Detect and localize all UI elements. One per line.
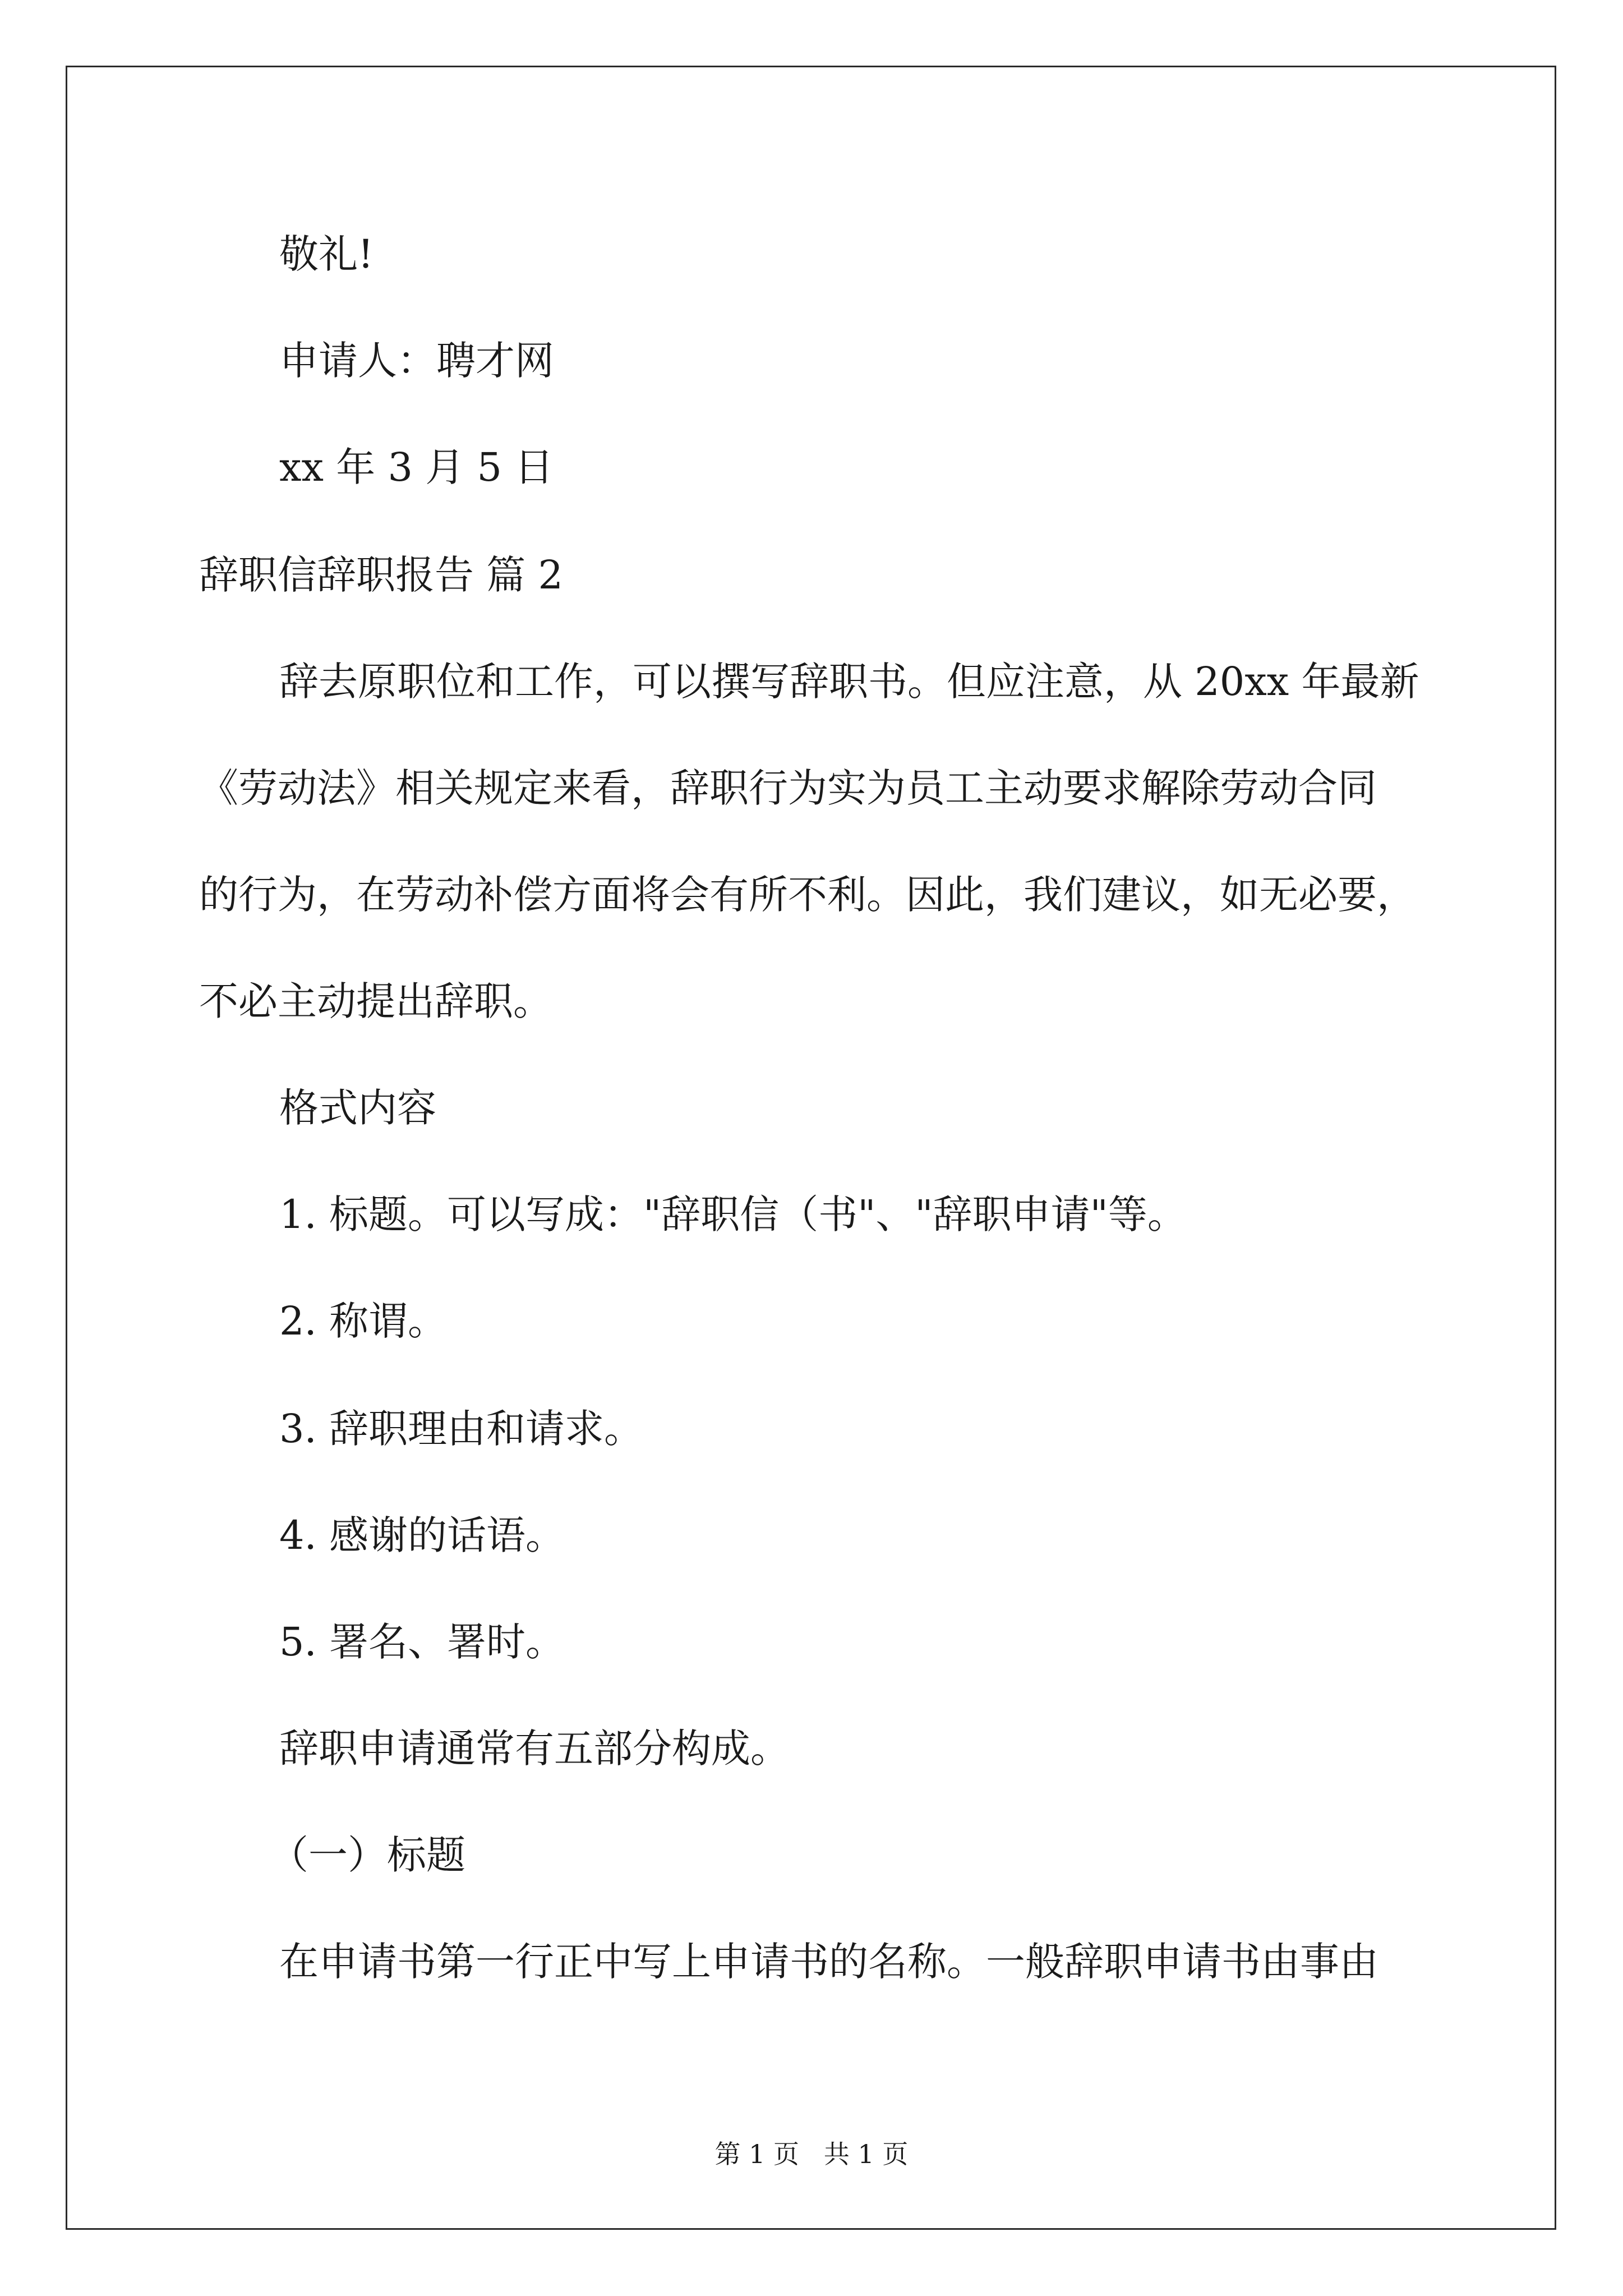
paragraph-line: 在申请书第一行正中写上申请书的名称。一般辞职申请书由事由 [279,1939,1378,1985]
page-footer: 第 1 页 共 1 页 [714,2139,909,2169]
format-item: 3. 辞职理由和请求。 [279,1406,644,1452]
page-border [66,66,1556,2230]
subheading-title: （一）标题 [269,1832,465,1878]
paragraph-line: 的行为，在劳动补偿方面将会有所不利。因此，我们建议，如无必要， [199,872,1416,918]
paragraph-line: 不必主动提出辞职。 [199,978,552,1024]
closing-salutation: 敬礼! [279,231,374,277]
format-item: 5. 署名、署时。 [279,1619,565,1665]
format-item: 4. 感谢的话语。 [279,1512,565,1558]
format-heading: 格式内容 [279,1085,436,1131]
format-item: 1. 标题。可以写成："辞职信（书"、"辞职申请"等。 [279,1191,1187,1237]
format-item: 2. 称谓。 [279,1298,448,1344]
section-heading: 辞职信辞职报告 篇 2 [199,552,564,598]
applicant-line: 申请人：聘才网 [279,338,554,384]
date-line: xx 年 3 月 5 日 [279,444,554,490]
five-parts-line: 辞职申请通常有五部分构成。 [279,1726,790,1772]
paragraph-line: 《劳动法》相关规定来看，辞职行为实为员工主动要求解除劳动合同 [199,765,1377,811]
paragraph-line: 辞去原职位和工作，可以撰写辞职书。但应注意，从 20xx 年最新 [279,659,1419,705]
